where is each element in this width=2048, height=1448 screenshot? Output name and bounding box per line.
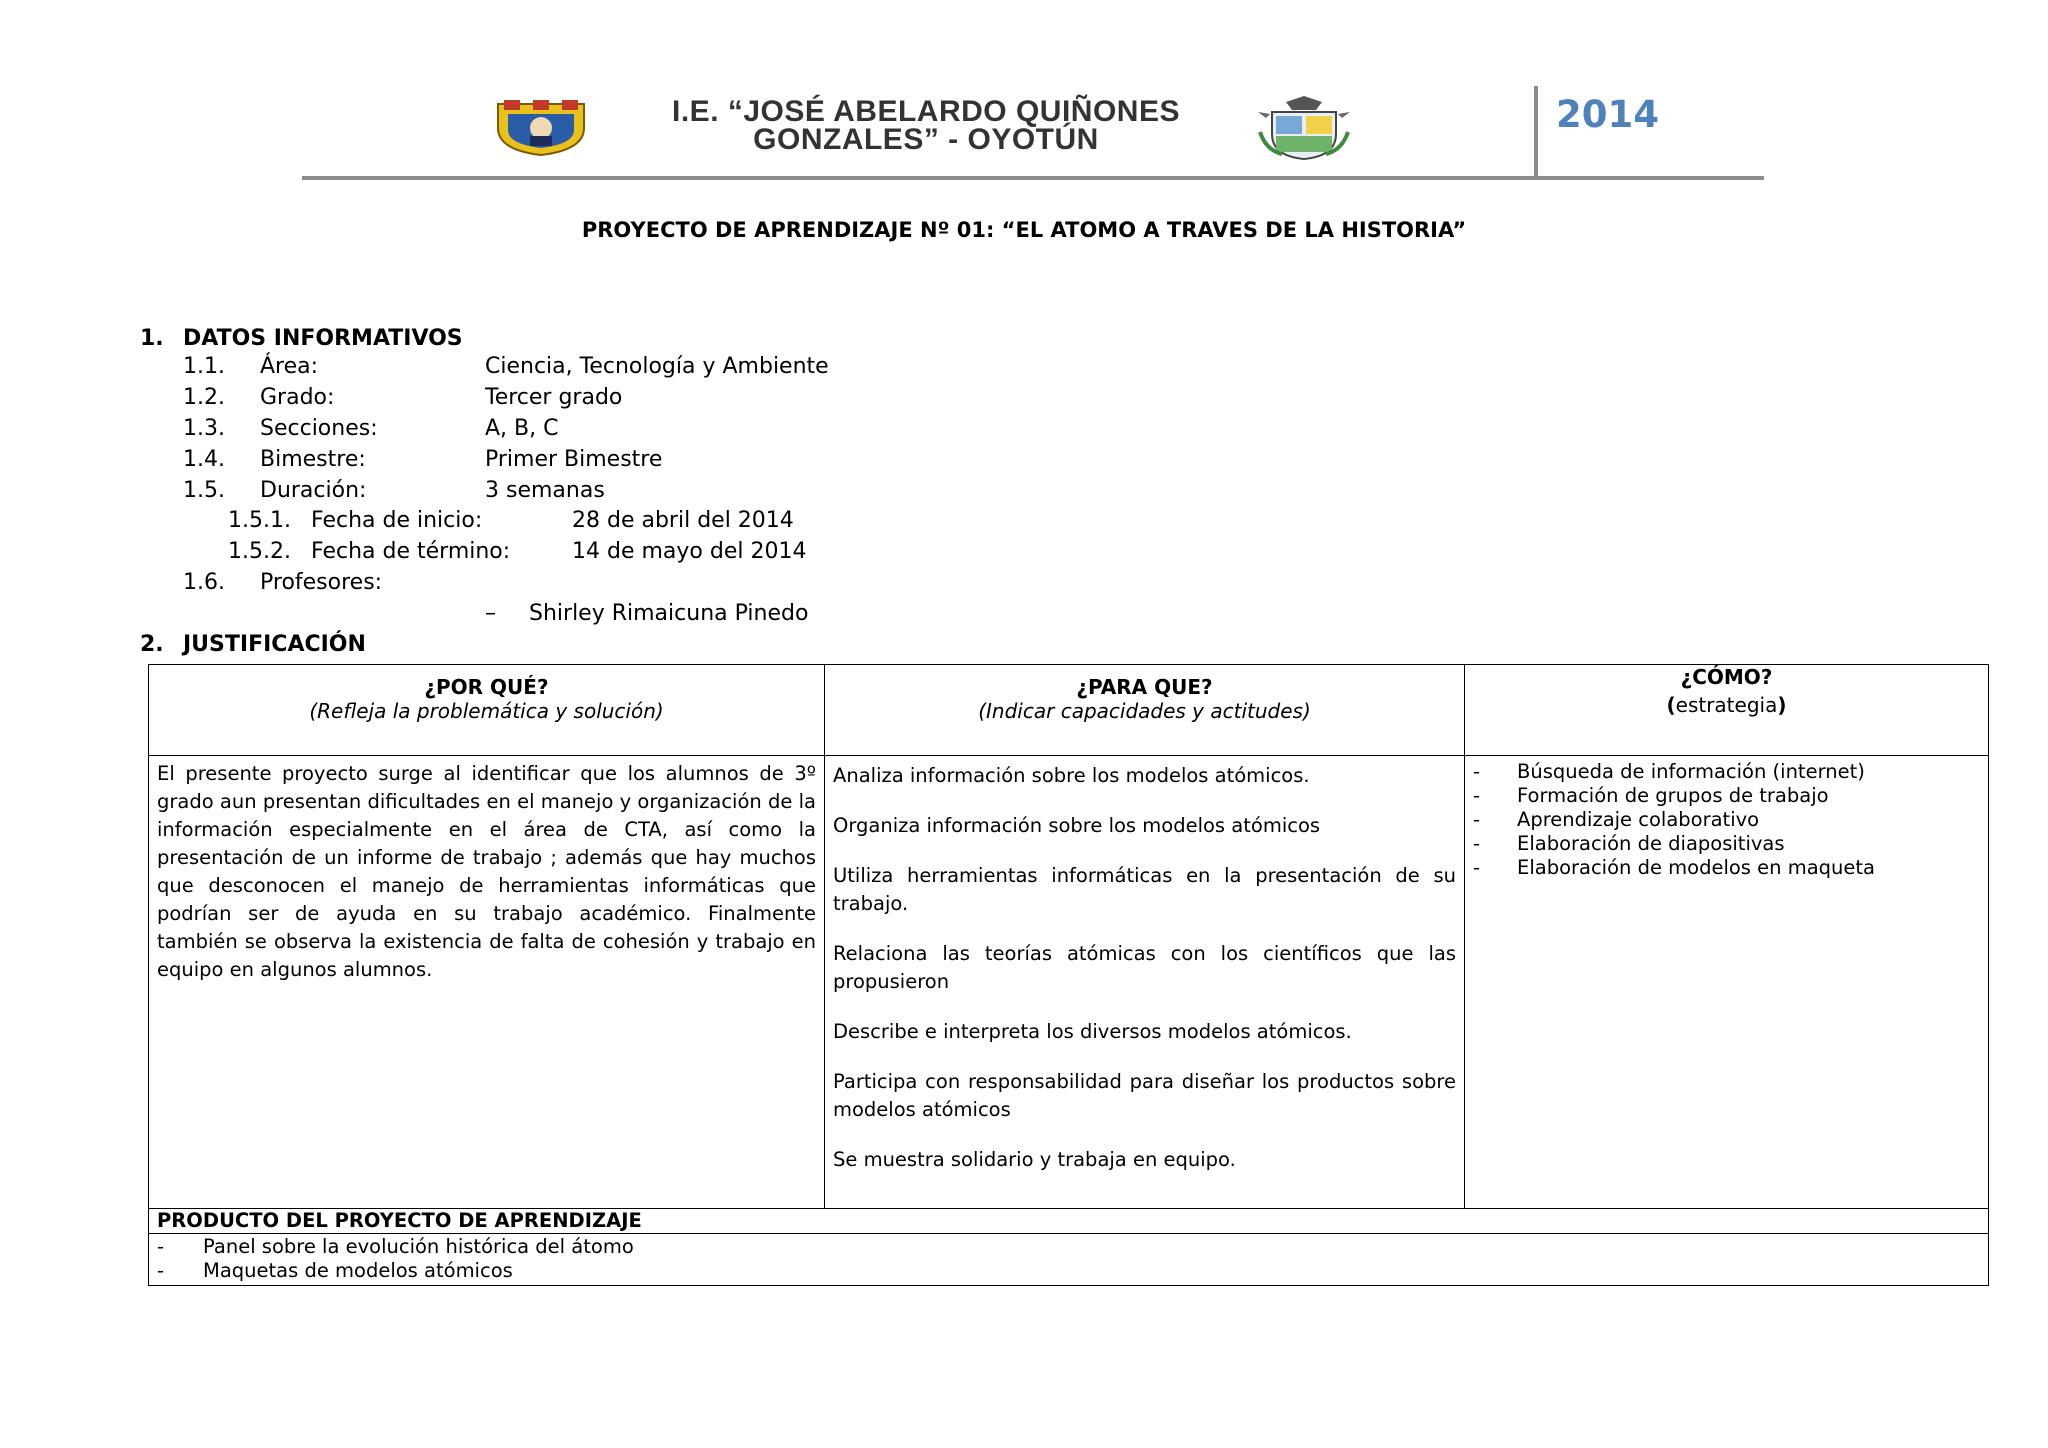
col-title: ¿POR QUÉ?: [424, 675, 549, 699]
product-text: Maquetas de modelos atómicos: [203, 1259, 513, 1282]
col-header-why: [149, 665, 825, 756]
how-cell: [1465, 756, 1989, 1209]
town-crest-logo: [1256, 94, 1352, 160]
item-label: Área:: [260, 354, 319, 379]
strategy-item: [1473, 832, 1980, 856]
capacity-item: Organiza información sobre los modelos atómicos: [833, 814, 1321, 837]
capacity-item: Utiliza herramientas informáticas en la presentación de su trabajo.: [833, 864, 1456, 915]
school-name: [606, 95, 1246, 156]
subitem-num: 1.5.1.: [228, 508, 291, 533]
subitem-value: 14 de mayo del 2014: [572, 539, 807, 564]
teachers-label: Profesores:: [260, 570, 383, 595]
capacity-item: Relaciona las teorías atómicas con los científicos que las propusieron: [833, 942, 1456, 993]
col-subtitle: estrategia: [1675, 693, 1778, 717]
subitem-label: Fecha de inicio:: [311, 508, 483, 533]
paren-open: (: [1666, 693, 1676, 717]
product-item: [157, 1259, 1980, 1283]
list-dash: -: [157, 1235, 165, 1258]
header-vertical-divider: [1534, 86, 1538, 178]
strategy-text: Elaboración de modelos en maqueta: [1517, 856, 1875, 879]
product-heading: PRODUCTO DEL PROYECTO DE APRENDIZAJE: [149, 1209, 1989, 1234]
item-value: Tercer grado: [485, 385, 623, 410]
product-item: [157, 1235, 1980, 1259]
table-header-row: [149, 665, 1989, 756]
table-body-row: [149, 756, 1989, 1209]
section1-heading: DATOS INFORMATIVOS: [183, 326, 463, 351]
why-cell: El presente proyecto surge al identificar que los alumnos de 3º grado aun presentan dificultades en el manejo y organización de la información especialmente en el área de CTA, así como la presentación de un informe de trabajo ; además que hay muchos que desconocen el manejo de herramientas informáticas que podrían ser de ayuda en su trabajo académico. Finalmente también se observa la existencia de falta de cohesión y trabajo en equipo en algunos alumnos.: [149, 756, 825, 1209]
strategy-item: [1473, 760, 1980, 784]
strategy-item: [1473, 784, 1980, 808]
list-dash: -: [1473, 808, 1481, 831]
school-name-line1: I.E. “JOSÉ ABELARDO QUIÑONES: [672, 95, 1180, 128]
school-shield-logo: [494, 98, 588, 156]
header-year: 2014: [1556, 93, 1659, 136]
list-dash: -: [157, 1259, 165, 1282]
item-label: Grado:: [260, 385, 335, 410]
capacity-item: Se muestra solidario y trabaja en equipo.: [833, 1148, 1236, 1171]
list-dash: -: [1473, 856, 1481, 879]
product-list: [149, 1234, 1989, 1286]
teacher-dash: –: [485, 601, 496, 626]
section2-number: 2.: [140, 632, 164, 657]
strategy-text: Elaboración de diapositivas: [1517, 832, 1785, 855]
strategy-item: [1473, 856, 1980, 880]
item-num: 1.3.: [183, 416, 225, 441]
product-text: Panel sobre la evolución histórica del átomo: [203, 1235, 634, 1258]
col-subtitle: (Indicar capacidades y actitudes): [978, 699, 1311, 723]
section2-heading: JUSTIFICACIÓN: [183, 632, 366, 657]
item-label: Duración:: [260, 478, 367, 503]
col-header-para: [825, 665, 1465, 756]
teacher-name: Shirley Rimaicuna Pinedo: [529, 601, 809, 626]
teachers-num: 1.6.: [183, 570, 225, 595]
product-list-row: [149, 1234, 1989, 1286]
list-dash: -: [1473, 832, 1481, 855]
strategy-text: Búsqueda de información (internet): [1517, 760, 1865, 783]
list-dash: -: [1473, 784, 1481, 807]
col-title: ¿PARA QUE?: [1076, 675, 1213, 699]
capacity-item: Analiza información sobre los modelos atómicos.: [833, 764, 1310, 787]
section1-number: 1.: [140, 326, 164, 351]
col-header-how: [1465, 665, 1989, 756]
item-num: 1.1.: [183, 354, 225, 379]
item-value: Primer Bimestre: [485, 447, 663, 472]
item-value: Ciencia, Tecnología y Ambiente: [485, 354, 829, 379]
subitem-num: 1.5.2.: [228, 539, 291, 564]
paren-close: ): [1777, 693, 1787, 717]
col-subtitle-wrap: [1465, 693, 1988, 717]
subitem-value: 28 de abril del 2014: [572, 508, 794, 533]
strategy-text: Aprendizaje colaborativo: [1517, 808, 1760, 831]
school-name-line2: GONZALES” - OYOTÚN: [753, 123, 1099, 156]
col-subtitle: (Refleja la problemática y solución): [309, 699, 664, 723]
list-dash: -: [1473, 760, 1481, 783]
col-title: ¿CÓMO?: [1680, 665, 1773, 689]
project-title: PROYECTO DE APRENDIZAJE Nº 01: “EL ATOMO A TRAVES DE LA HISTORIA”: [581, 218, 1467, 242]
item-num: 1.4.: [183, 447, 225, 472]
item-num: 1.2.: [183, 385, 225, 410]
product-heading-row: [149, 1209, 1989, 1234]
header-divider: [302, 176, 1764, 180]
item-num: 1.5.: [183, 478, 225, 503]
item-label: Secciones:: [260, 416, 378, 441]
item-value: A, B, C: [485, 416, 559, 441]
item-value: 3 semanas: [485, 478, 605, 503]
justification-table: [148, 664, 1989, 1286]
capacity-item: Participa con responsabilidad para diseñar los productos sobre modelos atómicos: [833, 1070, 1456, 1121]
subitem-label: Fecha de término:: [311, 539, 511, 564]
strategy-item: [1473, 808, 1980, 832]
item-label: Bimestre:: [260, 447, 366, 472]
para-cell: [825, 756, 1465, 1209]
strategy-text: Formación de grupos de trabajo: [1517, 784, 1829, 807]
capacity-item: Describe e interpreta los diversos modelos atómicos.: [833, 1020, 1352, 1043]
